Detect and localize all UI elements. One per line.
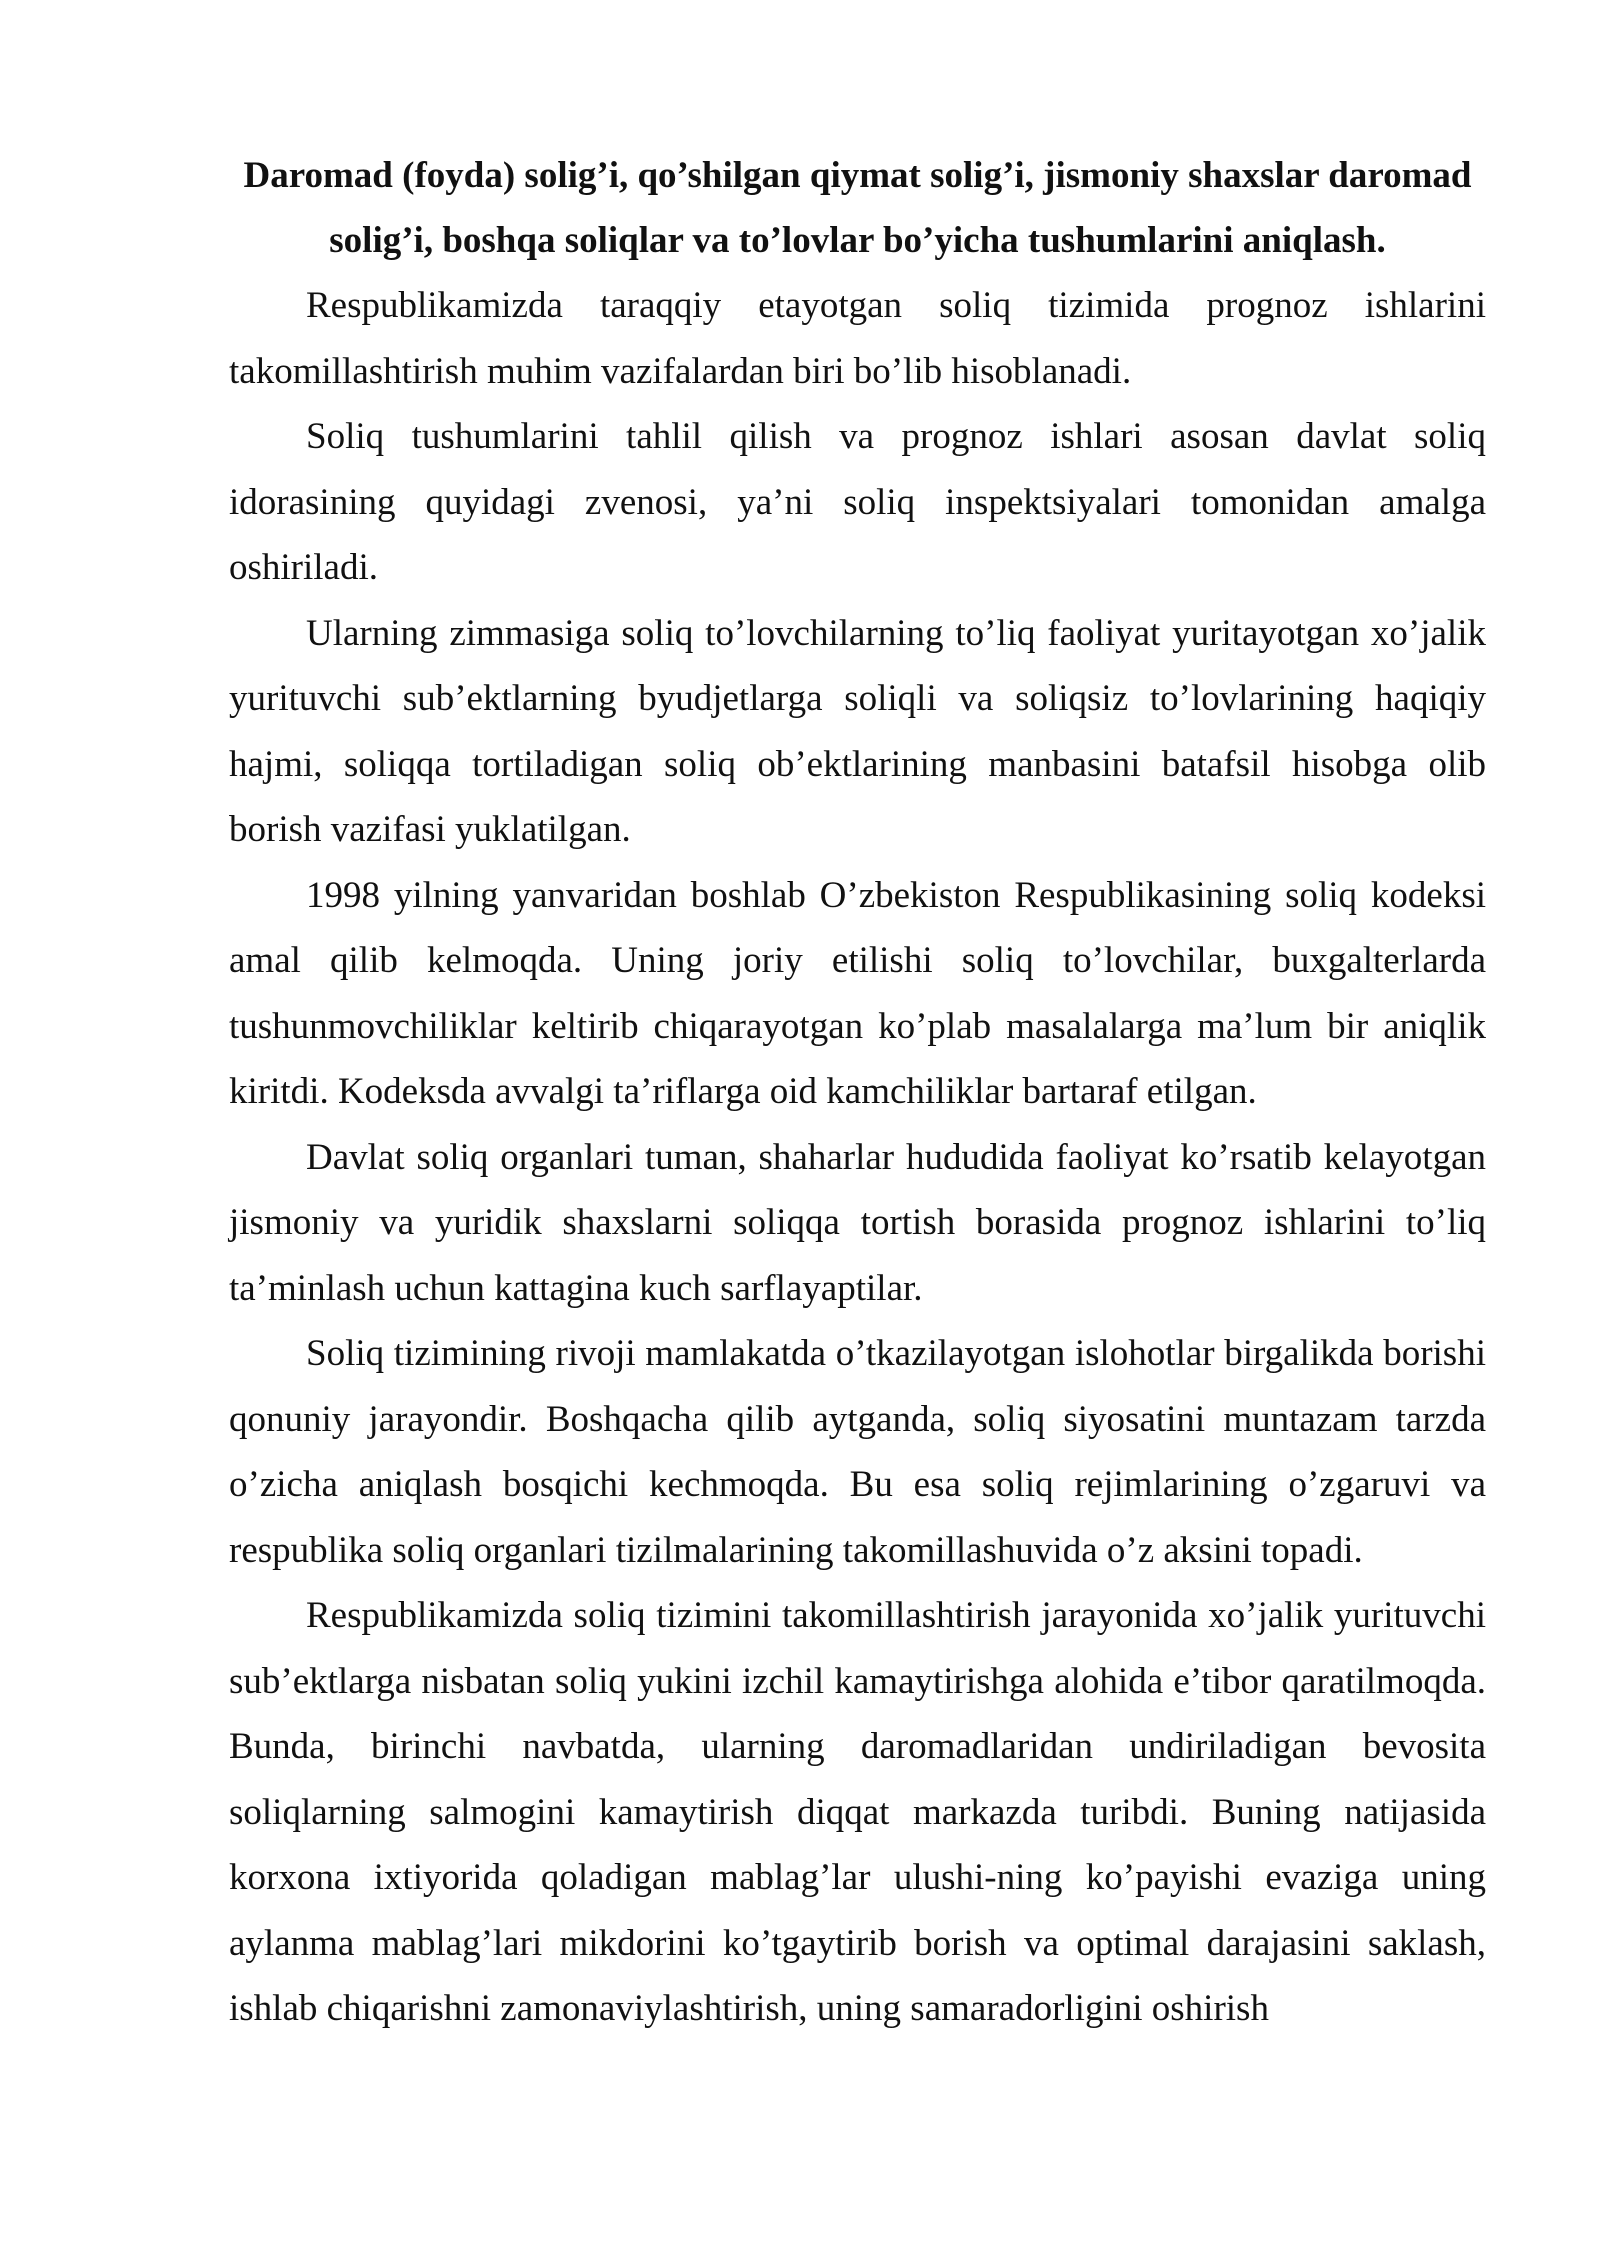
paragraph-5: Davlat soliq organlari tuman, shaharlar hududida faoliyat ko’rsatib kelayotgan jismoniy va yuridik shaxslarni soliqqa tortish borasida prognoz ishlarini to’liq ta’minlash uchun kattagina kuch sarflayaptilar.	[229, 1136, 1486, 1309]
paragraph-3: Ularning zimmasiga soliq to’lovchilarning to’liq faoliyat yuritayotgan xo’jalik yurituvchi sub’ektlarning byudjetlarga soliqli va soliqsiz to’lovlarining haqiqiy hajmi, soliqqa tortiladigan soliq ob’ektlarining manbasini batafsil hisobga olib borish vazifasi yuklatilgan.	[229, 612, 1486, 850]
paragraph-2: Soliq tushumlarini tahlil qilish va prognoz ishlari asosan davlat soliq idorasining quyidagi zvenosi, ya’ni soliq inspektsiyalari tomonidan amalga oshiriladi.	[229, 416, 1486, 588]
paragraph-4: 1998 yilning yanvaridan boshlab O’zbekiston Respublikasining soliq kodeksi amal qilib kelmoqda. Uning joriy etilishi soliq to’lovchilar, buxgalterlarda tushunmovchiliklar keltirib chiqarayotgan ko’plab masalalarga ma’lum bir aniqlik kiritdi. Kodeksda avvalgi ta’riflarga oid kamchiliklar bartaraf etilgan.	[229, 874, 1486, 1112]
paragraph-7: Respublikamizda soliq tizimini takomillashtirish jarayonida xo’jalik yurituvchi sub’ektlarga nisbatan soliq yukini izchil kamaytirishga alohida e’tibor qaratilmoqda. Bunda, birinchi navbatda, ularning daromadlaridan undiriladigan bevosita soliqlarning salmogini kamaytirish diqqat markazda turibdi. Buning natijasida korxona ixtiyorida qoladigan mablag’lar ulushi-ning ko’payishi evaziga uning aylanma mablag’lari mikdorini ko’tgaytirib borish va optimal darajasini saklash, ishlab chiqarishni zamonaviylashtirish, uning samaradorligini oshirish	[229, 1595, 1486, 2029]
paragraph-1: Respublikamizda taraqqiy etayotgan soliq tizimida prognoz ishlarini takomillashtirish muhim vazifalardan biri bo’lib hisoblanadi.	[229, 285, 1486, 392]
paragraph-6: Soliq tizimining rivoji mamlakatda o’tkazilayotgan islohotlar birgalikda borishi qonuniy jarayondir. Boshqacha qilib aytganda, soliq siyosatini muntazam tarzda o’zicha aniqlash bosqichi kechmoqda. Bu esa soliq rejimlarining o’zgaruvi va respublika soliq organlari tizilmalarining takomillashuvida o’z aksini topadi.	[229, 1333, 1486, 1571]
document-title: Daromad (foyda) solig’i, qo’shilgan qiymat solig’i, jismoniy shaxslar daromad solig’i, boshqa soliqlar va to’lovlar bo’yicha tushumlarini aniqlash.	[243, 155, 1472, 261]
document-page	[229, 143, 1486, 2042]
